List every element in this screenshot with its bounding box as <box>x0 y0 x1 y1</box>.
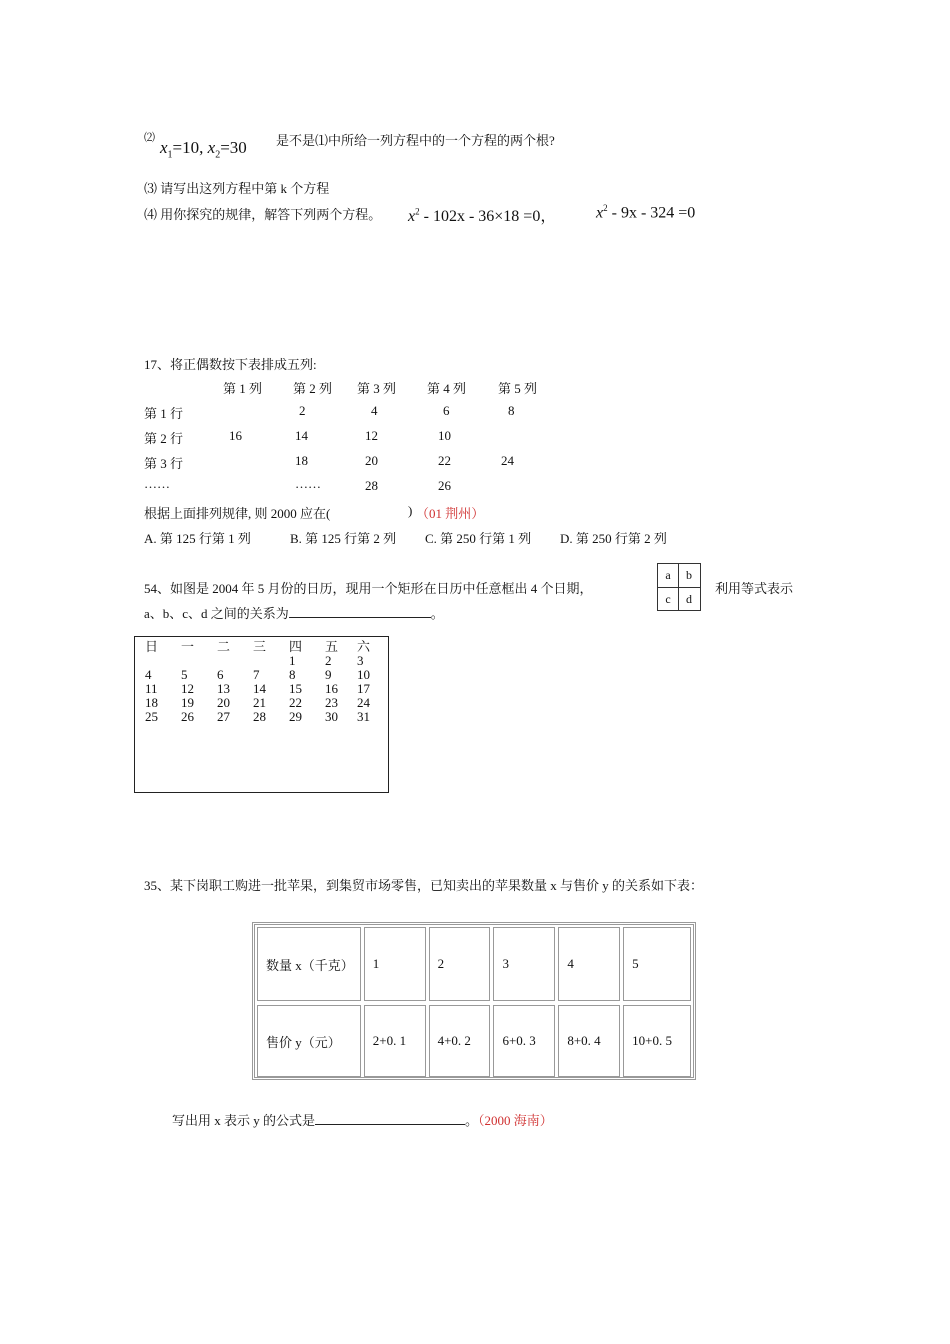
q2-x1-val: =10, <box>172 138 204 157</box>
calendar-day: 3 <box>357 653 364 668</box>
table-cell: 6+0. 3 <box>493 1005 555 1077</box>
q35-price-table <box>252 922 696 1080</box>
calendar-day: 14 <box>253 681 266 696</box>
calendar-day: 22 <box>289 695 302 710</box>
calendar-day: 11 <box>145 681 158 696</box>
q2-x2-sub: 2 <box>215 149 221 161</box>
q35-answer-end: 。 <box>465 1113 479 1128</box>
table-cell: 2+0. 1 <box>364 1005 426 1077</box>
q35-answer-blank <box>315 1112 465 1125</box>
calendar-day: 7 <box>253 667 260 682</box>
calendar-day: 21 <box>253 695 266 710</box>
q54-abcd-box <box>657 563 701 611</box>
calendar-day: 25 <box>145 709 158 724</box>
q35-answer-text: 写出用 x 表示 y 的公式是 <box>172 1113 316 1128</box>
calendar-day: 29 <box>289 709 302 724</box>
q54-line2-end: 。 <box>430 606 444 621</box>
q17-col-header: 第 1 列 <box>223 381 263 396</box>
q35-answer-line <box>172 1110 553 1129</box>
q17-cell: 6 <box>443 403 450 418</box>
q17-cell: 12 <box>365 428 378 443</box>
table-row <box>257 927 691 1001</box>
calendar-day: 27 <box>217 709 230 724</box>
q17-row-label: 第 1 行 <box>144 406 184 421</box>
q2-x2-val: =30 <box>220 138 247 157</box>
q54-line1: 54、如图是 2004 年 5 月份的日历，现用一个矩形在日历中任意框出 4 个日期， <box>144 581 593 596</box>
calendar-day: 31 <box>357 709 370 724</box>
q17-option-d: D. 第 250 行第 2 列 <box>560 531 667 546</box>
table-cell: 8+0. 4 <box>558 1005 620 1077</box>
abcd-cell-d: d <box>686 592 692 606</box>
q17-cell: 20 <box>365 453 378 468</box>
table-header-price: 售价 y（元） <box>257 1005 361 1077</box>
q17-cell: 26 <box>438 478 451 493</box>
q17-source: （01 荆州） <box>416 506 485 521</box>
calendar-day: 23 <box>325 695 338 710</box>
q17-row-label: …… <box>144 476 170 491</box>
q17-col-header: 第 4 列 <box>427 381 467 396</box>
q2-x1: x <box>160 138 168 157</box>
q4-eq2-sup: 2 <box>603 203 608 213</box>
q2-x1-sub: 1 <box>167 149 173 161</box>
calendar-day: 15 <box>289 681 302 696</box>
q17-cell: 28 <box>365 478 378 493</box>
q4-text: ⑷ 用你探究的规律，解答下列两个方程。 <box>144 207 382 222</box>
q17-cell: …… <box>295 476 321 491</box>
table-cell: 4 <box>558 927 620 1001</box>
q2-x2: x <box>207 138 216 157</box>
calendar-weekday: 四 <box>289 639 303 654</box>
calendar-day: 28 <box>253 709 266 724</box>
calendar-day: 6 <box>217 667 224 682</box>
calendar-day: 24 <box>357 695 370 710</box>
q4-eq1-sup: 2 <box>415 206 420 217</box>
q17-row-label: 第 3 行 <box>144 456 184 471</box>
q35-source: （2000 海南） <box>478 1113 553 1128</box>
calendar-weekday: 日 <box>145 639 159 654</box>
q17-question: 根据上面排列规律, 则 2000 应在( <box>144 506 331 521</box>
q17-row-label: 第 2 行 <box>144 431 184 446</box>
q17-col-header: 第 3 列 <box>357 381 397 396</box>
q17-option-c: C. 第 250 行第 1 列 <box>425 531 532 546</box>
table-header-quantity: 数量 x（千克） <box>257 927 361 1001</box>
calendar-weekday: 二 <box>217 639 231 654</box>
q4-eq2-x: x <box>596 204 604 222</box>
q17-cell: 10 <box>438 428 451 443</box>
calendar-day: 18 <box>145 695 158 710</box>
calendar-day: 26 <box>181 709 194 724</box>
calendar-weekday: 三 <box>253 639 267 654</box>
calendar-day: 2 <box>325 653 332 668</box>
q2-number: ⑵ <box>144 132 155 144</box>
calendar-day: 1 <box>289 653 296 668</box>
q54-line2-text: a、b、c、d 之间的关系为 <box>144 606 289 621</box>
q17-title: 17、将正偶数按下表排成五列: <box>144 357 317 372</box>
q4-eq1-rest: - 102x - 36×18 =0， <box>423 208 557 225</box>
table-row <box>257 1005 691 1077</box>
abcd-cell-c: c <box>665 592 671 606</box>
abcd-cell-b: b <box>686 568 692 582</box>
q54-line2 <box>144 603 444 622</box>
q17-cell: 2 <box>299 403 306 418</box>
q54-answer-blank <box>289 605 431 618</box>
q17-cell: 16 <box>229 428 242 443</box>
calendar-day: 10 <box>357 667 370 682</box>
table-cell: 5 <box>623 927 691 1001</box>
calendar-day: 16 <box>325 681 338 696</box>
q17-cell: 24 <box>501 453 514 468</box>
q17-cell: 8 <box>508 403 515 418</box>
calendar-day: 9 <box>325 667 332 682</box>
table-cell: 10+0. 5 <box>623 1005 691 1077</box>
q2-text: 是不是⑴中所给一列方程中的一个方程的两个根? <box>276 133 555 148</box>
q2-roots <box>160 138 247 160</box>
may-2004-calendar <box>134 636 389 793</box>
q17-option-b: B. 第 125 行第 2 列 <box>290 531 397 546</box>
calendar-day: 17 <box>357 681 370 696</box>
q4-equation-1 <box>408 203 556 226</box>
q3-text: ⑶ 请写出这列方程中第 k 个方程 <box>144 181 330 196</box>
q17-cell: 14 <box>295 428 308 443</box>
table-cell: 3 <box>493 927 555 1001</box>
calendar-day: 13 <box>217 681 230 696</box>
calendar-day: 8 <box>289 667 296 682</box>
q4-equation-2 <box>596 203 695 222</box>
calendar-weekday: 六 <box>357 639 371 654</box>
q4-eq2-rest: - 9x - 324 =0 <box>611 204 696 222</box>
q17-cell: 4 <box>371 403 378 418</box>
q17-col-header: 第 2 列 <box>293 381 333 396</box>
calendar-day: 30 <box>325 709 338 724</box>
calendar-day: 20 <box>217 695 230 710</box>
table-cell: 4+0. 2 <box>429 1005 491 1077</box>
calendar-weekday: 一 <box>181 639 195 654</box>
calendar-day: 5 <box>181 667 188 682</box>
table-cell: 2 <box>429 927 491 1001</box>
q54-line1-end: 利用等式表示 <box>715 581 794 596</box>
q17-cell: 18 <box>295 453 308 468</box>
calendar-day: 4 <box>145 667 152 682</box>
q17-option-a: A. 第 125 行第 1 列 <box>144 531 251 546</box>
abcd-cell-a: a <box>665 568 671 582</box>
q17-question-end: ) <box>408 503 413 518</box>
q4-eq1-x: x <box>408 208 416 225</box>
q17-cell: 22 <box>438 453 451 468</box>
q17-col-header: 第 5 列 <box>498 381 538 396</box>
calendar-weekday: 五 <box>325 639 339 654</box>
calendar-day: 19 <box>181 695 194 710</box>
q35-title: 35、某下岗职工购进一批苹果，到集贸市场零售，已知卖出的苹果数量 x 与售价 y 的关系如下表： <box>144 878 704 893</box>
table-cell: 1 <box>364 927 426 1001</box>
calendar-day: 12 <box>181 681 194 696</box>
